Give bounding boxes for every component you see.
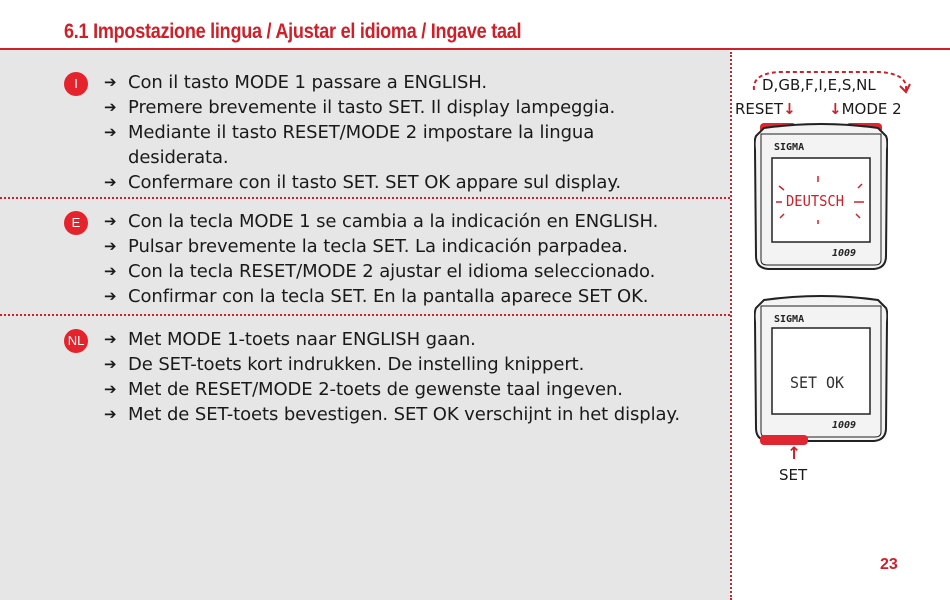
down-arrow-icon: ↓: [829, 100, 842, 118]
screen-text: DEUTSCH: [786, 192, 844, 210]
step-item: ➔ Pulsar brevemente la tecla SET. La indicación parpadea.: [104, 236, 628, 257]
step-list: [104, 209, 724, 309]
step-item: ➔ Con la tecla MODE 1 se cambia a la indicación en ENGLISH.: [104, 211, 659, 232]
screen-text: SET OK: [790, 373, 845, 392]
arrow-icon: ➔: [104, 123, 117, 141]
arrow-icon: ➔: [104, 287, 117, 305]
arrow-icon: ➔: [104, 380, 117, 398]
arrow-icon: ➔: [104, 173, 117, 191]
bike-computer-device: [754, 120, 888, 272]
step-item-continuation: desiderata.: [128, 147, 229, 168]
language-list: D,GB,F,I,E,S,NL: [762, 76, 876, 94]
step-item: ➔ Confermare con il tasto SET. SET OK appare sul display.: [104, 172, 621, 193]
bike-computer-device: [754, 294, 888, 454]
model-number: 1009: [832, 248, 857, 259]
arrow-icon: ➔: [104, 98, 117, 116]
section-divider: [0, 197, 730, 199]
step-list: [104, 70, 724, 195]
device-screen: [772, 328, 870, 414]
section-divider: [0, 314, 730, 316]
step-item: ➔ Met de SET-toets bevestigen. SET OK verschijnt in het display.: [104, 404, 681, 425]
step-item: ➔ Con la tecla RESET/MODE 2 ajustar el idioma seleccionado.: [104, 261, 656, 282]
step-item: ➔ Met MODE 1-toets naar ENGLISH gaan.: [104, 329, 476, 350]
brand-logo: SIGMA: [774, 314, 805, 325]
step-item: ➔ Premere brevemente il tasto SET. Il display lampeggia.: [104, 97, 616, 118]
step-item: ➔ Met de RESET/MODE 2-toets de gewenste taal ingeven.: [104, 379, 623, 400]
brand-logo: SIGMA: [774, 142, 805, 153]
reset-label: RESET↓: [735, 100, 796, 118]
page-number: 23: [880, 556, 898, 573]
arrow-icon: ➔: [104, 405, 117, 423]
arrow-icon: ➔: [104, 237, 117, 255]
model-number: 1009: [832, 420, 857, 431]
set-label: SET: [779, 466, 808, 484]
step-item: ➔ Con il tasto MODE 1 passare a ENGLISH.: [104, 72, 488, 93]
language-badge-e: E: [64, 211, 88, 235]
arrow-icon: ➔: [104, 355, 117, 373]
arrow-icon: ➔: [104, 212, 117, 230]
mode2-label: ↓MODE 2: [829, 100, 902, 118]
down-arrow-icon: ↓: [783, 100, 796, 118]
step-item: ➔ De SET-toets kort indrukken. De instelling knippert.: [104, 354, 585, 375]
page-title: 6.1 Impostazione lingua / Ajustar el idioma / Ingave taal: [64, 20, 522, 43]
step-item: ➔ Confirmar con la tecla SET. En la pantalla aparece SET OK.: [104, 286, 649, 307]
instructions-panel: [0, 50, 730, 600]
step-item: ➔ Mediante il tasto RESET/MODE 2 impostare la lingua: [104, 122, 595, 143]
page-header: [0, 0, 950, 48]
step-list: [104, 327, 724, 427]
arrow-icon: ➔: [104, 330, 117, 348]
illustration-panel: [732, 50, 950, 600]
language-badge-i: I: [64, 72, 88, 96]
language-badge-nl: NL: [64, 329, 88, 353]
arrow-icon: ➔: [104, 262, 117, 280]
arrow-icon: ➔: [104, 73, 117, 91]
up-arrow-icon: ↑: [787, 444, 802, 464]
